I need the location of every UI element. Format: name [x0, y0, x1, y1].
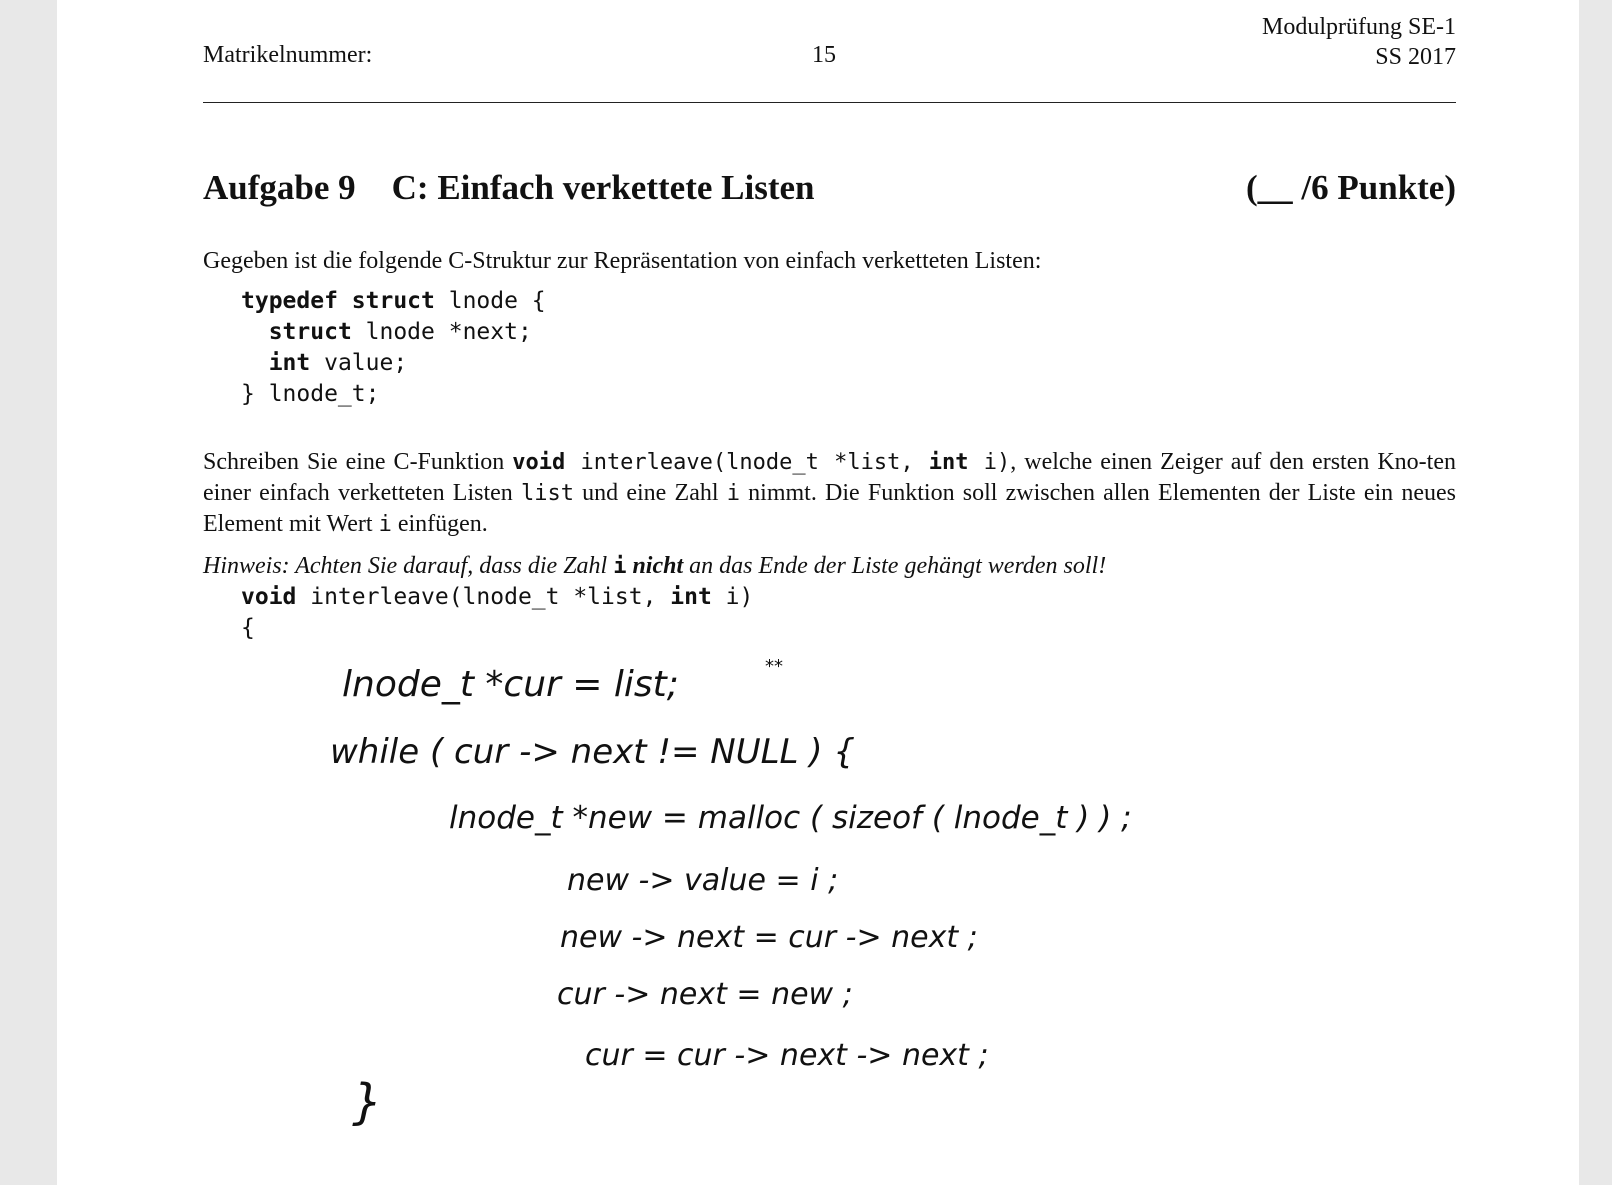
- header-page-number: 15: [812, 42, 836, 68]
- task-number: Aufgabe 9: [203, 168, 356, 207]
- hint-code: i: [613, 554, 627, 579]
- hint-part: Hinweis: Achten Sie darauf, dass die Zahl: [203, 553, 614, 579]
- handwritten-line-2: while ( cur -> next != NULL ) {: [330, 732, 856, 772]
- code-keyword: int: [670, 584, 712, 610]
- handwritten-line-6: cur -> next = new ;: [557, 977, 853, 1012]
- code-keyword: int: [268, 350, 311, 376]
- code-text: interleave(lnode_t *list,: [296, 584, 671, 610]
- desc-text: einfügen.: [391, 511, 488, 537]
- desc-text: nimmt. Die Funktion soll zwischen allen Elementen der Liste ein neues Element mit Wert: [203, 480, 1456, 537]
- code-text: i): [711, 584, 754, 610]
- code-keyword: struct: [268, 319, 352, 345]
- handwritten-line-4: new -> value = i ;: [567, 863, 839, 898]
- desc-code-keyword: int: [928, 450, 969, 475]
- task-points: (__ /6 Punkte): [1246, 168, 1456, 207]
- desc-code-keyword: void: [512, 450, 566, 475]
- handwritten-strikeout: **: [765, 656, 783, 677]
- desc-code: interleave(lnode_t *list,: [565, 450, 929, 475]
- task-title: C: Einfach verkettete Listen: [391, 168, 815, 207]
- code-keyword: typedef struct: [241, 288, 435, 314]
- handwritten-close-brace: }: [352, 1074, 383, 1130]
- desc-text: und eine Zahl: [573, 480, 727, 506]
- desc-code: i: [378, 512, 392, 537]
- code-text: } lnode_t;: [241, 381, 380, 407]
- intro-text: Gegeben ist die folgende C-Struktur zur Repräsentation von einfach verketteten Listen:: [203, 248, 1042, 274]
- header-exam-name: Modulprüfung SE-1: [1262, 14, 1456, 40]
- handwritten-line-3: lnode_t *new = malloc ( sizeof ( lnode_t ) ) ;: [449, 800, 1132, 836]
- handwritten-line-5: new -> next = cur -> next ;: [560, 920, 978, 955]
- code-keyword: void: [241, 584, 297, 610]
- desc-text: , welche einen Zeiger auf den ersten Kno-ten einer einfach verketteten Listen: [203, 449, 1456, 506]
- code-text: {: [241, 615, 255, 641]
- handwritten-line-7: cur = cur -> next -> next ;: [585, 1038, 989, 1073]
- hint-part: an das Ende der Liste gehängt werden soll!: [683, 553, 1107, 579]
- handwritten-answer: [57, 0, 1579, 1185]
- desc-code: i): [968, 450, 1011, 475]
- desc-text: Schreiben Sie eine C-Funktion: [203, 449, 513, 475]
- code-text: lnode *next;: [351, 319, 532, 345]
- header-semester: SS 2017: [1375, 44, 1456, 70]
- hint-emphasis: nicht: [632, 553, 684, 579]
- exam-page: [57, 0, 1579, 1185]
- header-matrikelnummer-label: Matrikelnummer:: [203, 42, 373, 68]
- desc-code: list: [520, 481, 574, 506]
- code-text: lnode {: [434, 288, 546, 314]
- handwritten-line-1: lnode_t *cur = list;: [342, 664, 679, 705]
- code-text: value;: [310, 350, 408, 376]
- desc-code: i: [726, 481, 740, 506]
